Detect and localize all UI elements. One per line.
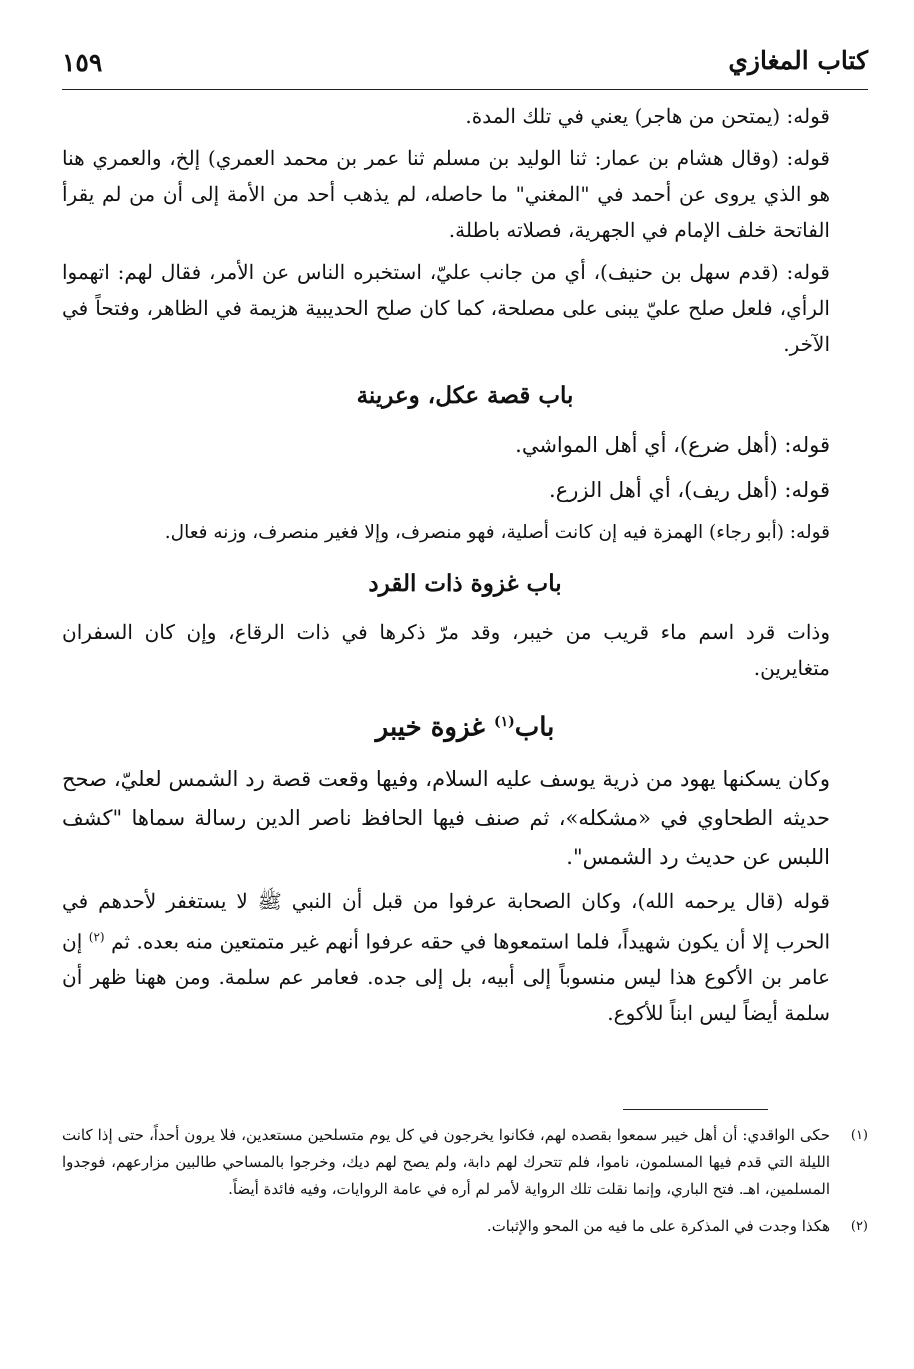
footnote-text: هكذا وجدت في المذكرة على ما فيه من المحو والإثبات. [486,1217,830,1235]
footnote-text: حكى الواقدي: أن أهل خيبر سمعوا بقصده لهم، فكانوا يخرجون في كل يوم متسلحين مستعدين، فلا يرون أحداً، حتى إذا كانت الليلة التي قدم فيها المسلمون، ناموا، فلم تتحرك لهم دابة، ولم يصح لهم ديك، وخرجوا بالمساحي طالبين مزارعهم، فوجدوا المسلمين، اهـ. فتح الباري، وإنما نقلت تلك الرواية لأمر لم أره في عامة الروايات، وفيه فائدة أيضاً. [62,1126,830,1198]
page-number: ١٥٩ [62,48,103,77]
footnote-ref-2: (٢) [88,929,105,944]
book-page [62,0,868,1369]
footnote-marker: (٢) [850,1219,868,1234]
footnotes [62,1122,868,1250]
footnote-divider [623,1109,768,1110]
paragraph-2: قوله: (وقال هشام بن عمار: ثنا الوليد بن مسلم ثنا عمر بن محمد العمري) إلخ، والعمري هنا هو الذي يروى عن أحمد في "المغني" ما حاصله، لم يذهب أحد من الأمة إلى أن من لم يقرأ الفاتحة خلف الإمام في الجهرية، فصلاته باطلة. [62,146,830,242]
main-text [62,98,868,1037]
paragraph-5: قوله: (أهل ريف)، أي أهل الزرع. [549,478,830,502]
paragraph-3: قوله: (قدم سهل بن حنيف)، أي من جانب عليّ، استخبره الناس عن الأمر، فقال لهم: اتهموا الرأي، فلعل صلح عليّ يبنى على مصلحة، كما كان صلح الحديبية هزيمة في الظاهر، وفتحاً في الآخر. [62,260,830,356]
heading-rest: غزوة خيبر [375,712,485,743]
paragraph-6: قوله: (أبو رجاء) الهمزة فيه إن كانت أصلية، فهو منصرف، وإلا فغير منصرف، وزنه فعال. [164,522,830,543]
section-heading-ukl-urayna: باب قصة عكل، وعرينة [356,382,574,409]
paragraph-9-part-b: إن عامر بن الأكوع هذا ليس منسوباً إلى أبيه، بل إلى جده. فعامر عم سلمة. ومن ههنا ظهر أن سلمة أيضاً ليس ابناً للأكوع. [62,929,831,1026]
footnote-ref-1: (١) [493,714,515,730]
footnote-marker: (١) [850,1128,868,1143]
footnote-2 [62,1213,868,1240]
paragraph-1: قوله: (يمتحن من هاجر) يعني في تلك المدة. [465,104,830,128]
footnote-1 [62,1122,868,1203]
section-heading-khaybar [62,704,868,746]
paragraph-7: وذات قرد اسم ماء قريب من خيبر، وقد مرّ ذكرها في ذات الرقاع، وإن كان السفران متغايرين. [62,620,830,680]
heading-prefix: باب [514,712,555,743]
paragraph-4: قوله: (أهل ضرع)، أي أهل المواشي. [515,433,830,457]
paragraph-8: وكان يسكنها يهود من ذرية يوسف عليه السلام، وفيها وقعت قصة رد الشمس لعليّ، صحح حديثه الطحاوي في «مشكله»، ثم صنف فيها الحافظ ناصر الدين رسالة سماها "كشف اللبس عن حديث رد الشمس". [62,766,830,869]
running-title: كتاب المغازي [728,46,868,75]
paragraph-9-part-a: قوله (قال يرحمه الله)، وكان الصحابة عرفوا من قبل أن النبي ﷺ لا يستغفر لأحدهم في الحرب إلا أن يكون شهيداً، فلما استمعوها في حقه عرفوا أنهم غير متمتعين منه بعده. ثم [62,888,831,954]
section-heading-dhat-al-qarad: باب غزوة ذات القرد [368,570,562,597]
paragraph-9 [62,883,868,1032]
header-divider [62,89,868,90]
running-head [62,46,868,86]
